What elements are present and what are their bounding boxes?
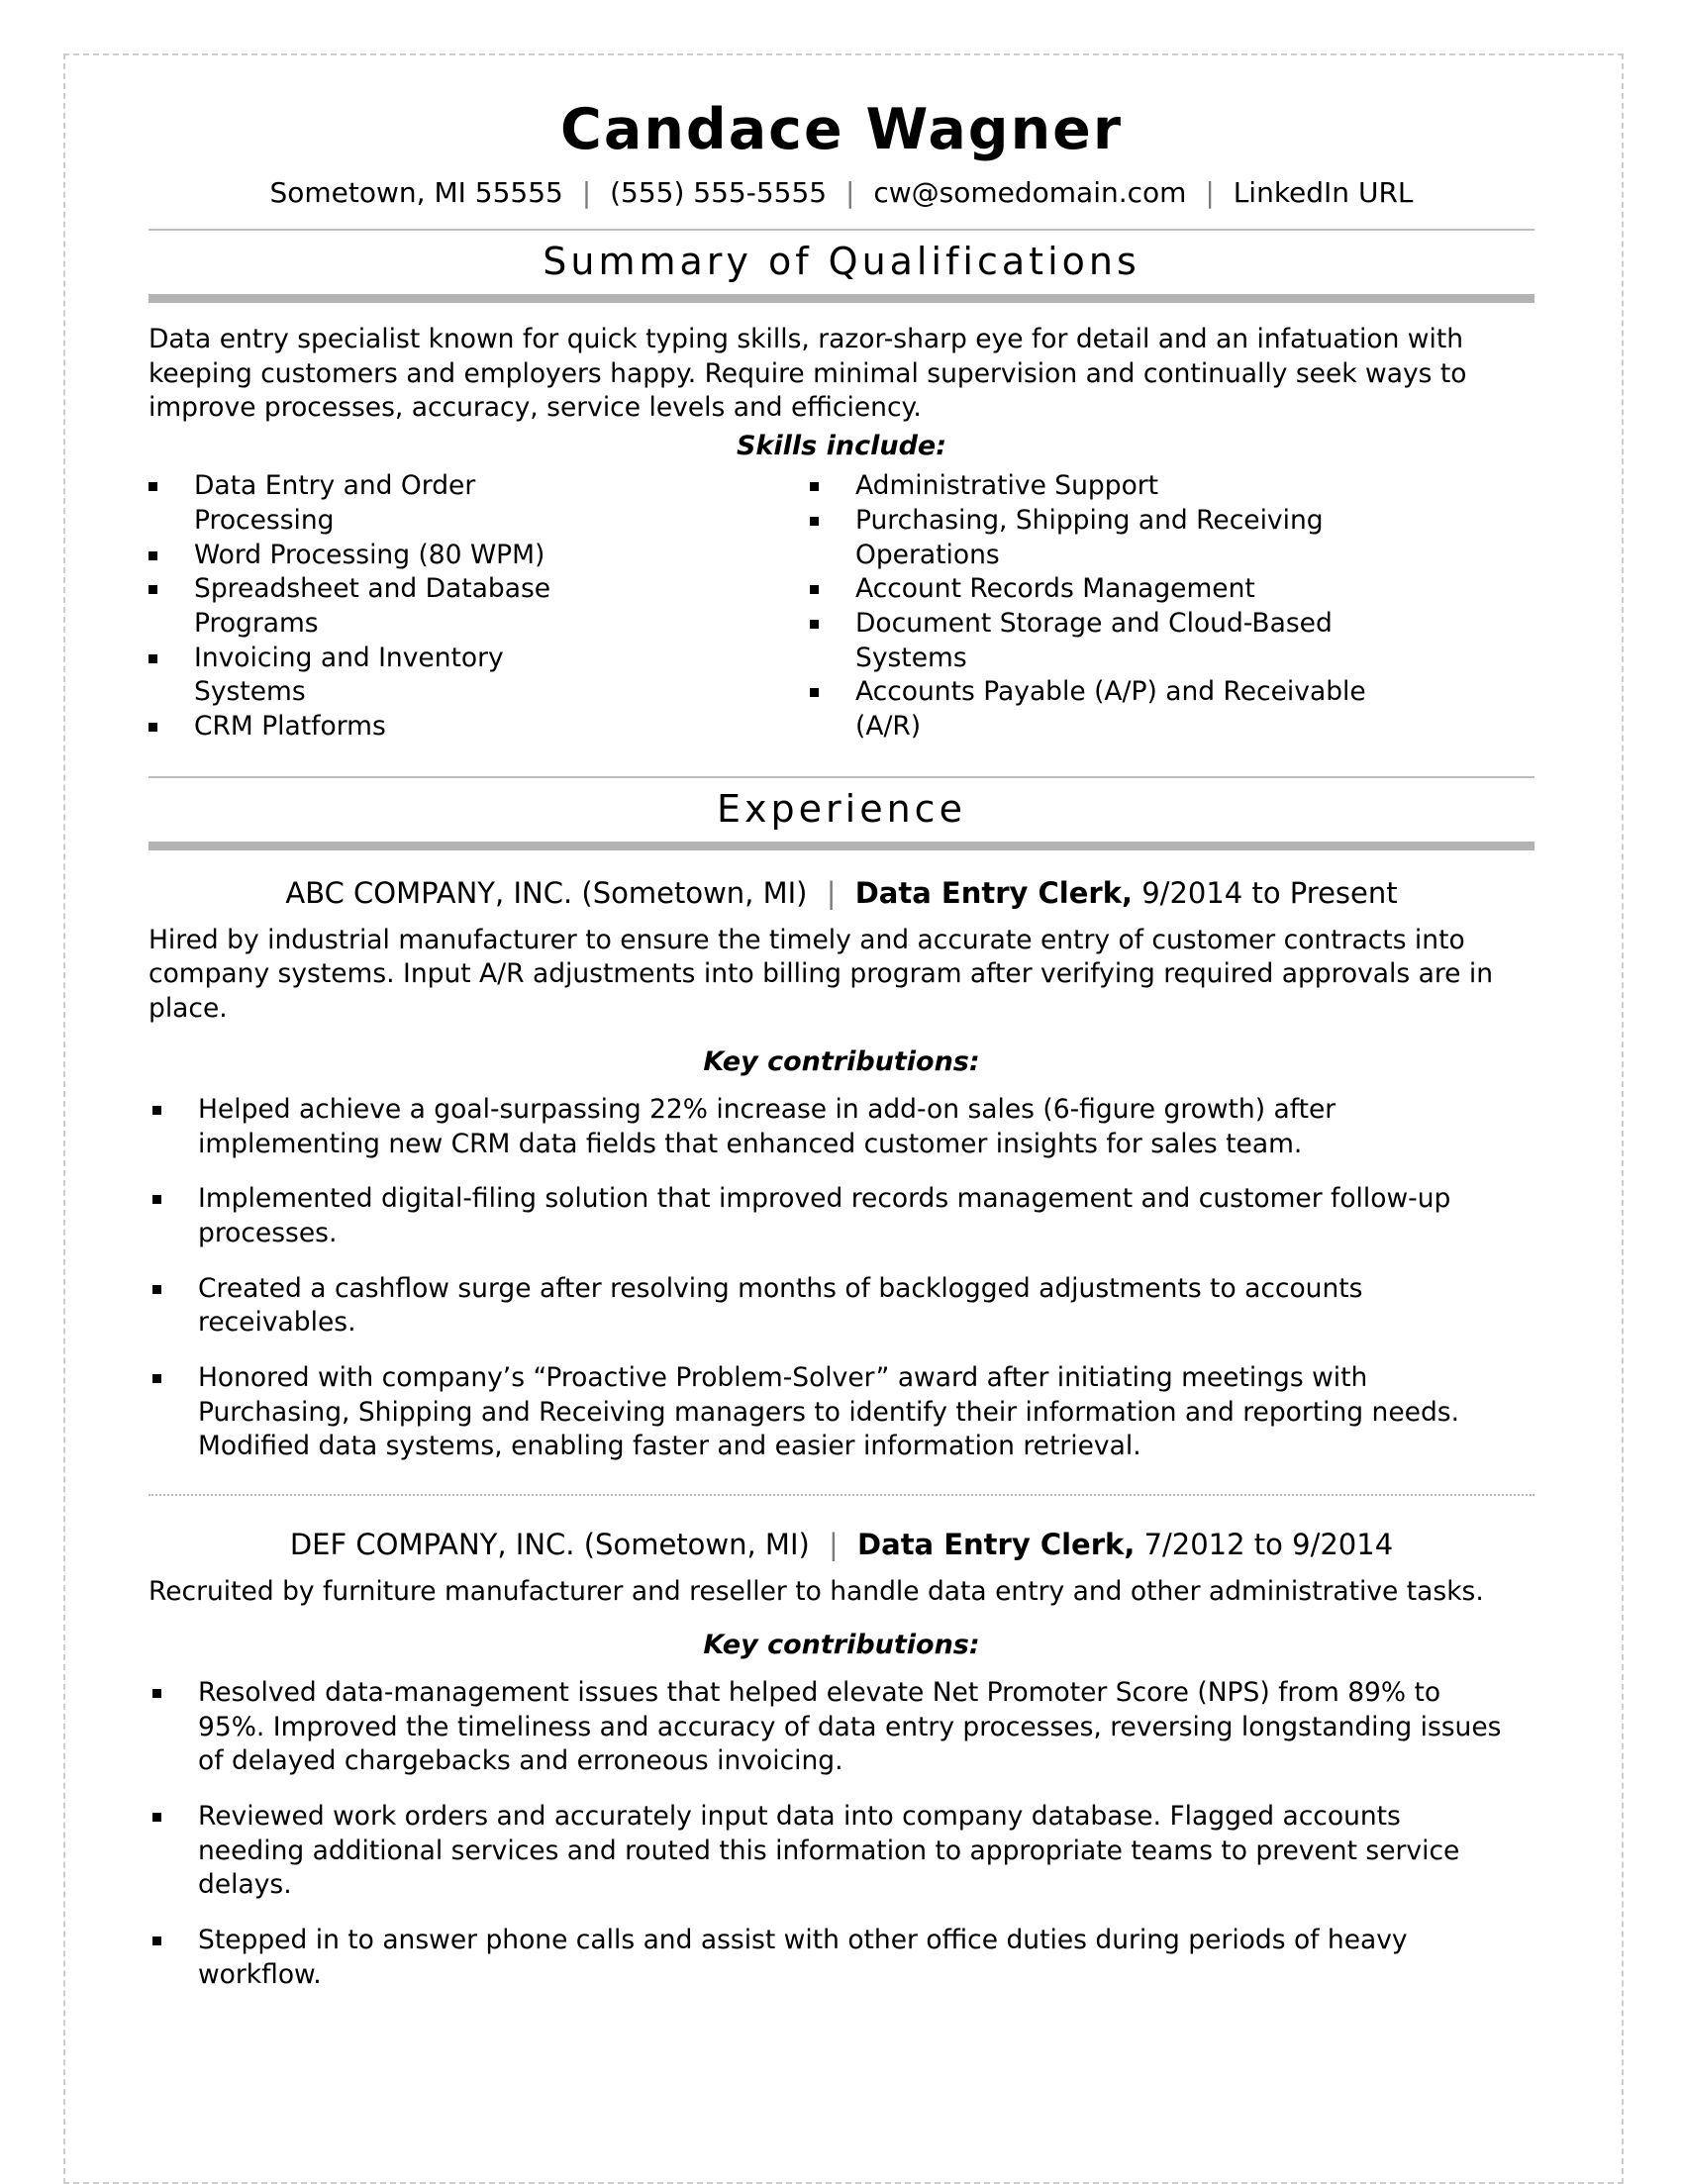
summary-heading: Summary of Qualifications [543,240,1140,283]
square-bullet-icon [148,642,194,710]
contribution-item: Stepped in to answer phone calls and assist with other office duties during periods of heavy workflow. [148,1924,1534,1992]
job-title: Data Entry Clerk, [857,1528,1136,1562]
section-experience-header [148,776,1534,850]
contact-linkedin: LinkedIn URL [1233,176,1414,209]
job-description: Hired by industrial manufacturer to ensure the timely and accurate entry of customer contracts into company systems. Input A/R adjustments into billing program after verifying required approvals are in place. [148,924,1494,1025]
skills-columns [148,469,1534,745]
section-bar [148,842,1534,850]
square-bullet-icon [148,1182,198,1250]
contribution-list [148,1676,1534,1993]
company-name: DEF COMPANY, INC. (Sometown, MI) [289,1528,810,1562]
company-name: ABC COMPANY, INC. (Sometown, MI) [285,875,808,910]
key-contributions-label: Key contributions: [703,1629,980,1660]
skill-item: Administrative Support [810,469,1534,504]
skill-item: Account Records Management [810,572,1534,607]
separator: | [1205,176,1215,209]
square-bullet-icon [810,504,855,572]
square-bullet-icon [148,1272,198,1340]
skills-include-label: Skills include: [736,431,947,462]
contribution-list [148,1093,1534,1464]
separator: | [826,875,837,910]
contact-email: cw@somedomain.com [873,176,1187,209]
contribution-item: Resolved data-management issues that helped elevate Net Promoter Score (NPS) from 89% to 95%. Improved the timeliness and accuracy of data entry processes, reversing longstanding issues of delayed chargebacks and erroneous invoicing. [148,1676,1534,1779]
square-bullet-icon [148,710,194,745]
section-bar [148,294,1534,303]
section-summary-header [148,229,1534,303]
square-bullet-icon [148,469,194,538]
square-bullet-icon [148,1361,198,1464]
skill-item: Data Entry and Order Processing [148,469,810,538]
skill-item: Spreadsheet and Database Programs [148,572,810,641]
key-contributions-label: Key contributions: [703,1045,980,1077]
skill-item: Accounts Payable (A/P) and Receivable (A/R) [810,675,1534,744]
separator: | [829,1528,839,1562]
contribution-item: Reviewed work orders and accurately input data into company database. Flagged accounts needing additional services and routed this information to appropriate teams to prevent service delays. [148,1800,1534,1903]
separator: | [581,176,592,209]
skills-list-left [148,469,810,745]
square-bullet-icon [810,572,855,607]
separator: | [845,176,855,209]
job-divider [148,1494,1534,1496]
skill-item: Word Processing (80 WPM) [148,539,810,573]
job-header [148,876,1534,910]
contact-phone: (555) 555-5555 [610,176,828,209]
contribution-item: Implemented digital-filing solution that improved records management and customer follow-up processes. [148,1182,1534,1250]
square-bullet-icon [148,1924,198,1992]
square-bullet-icon [148,1093,198,1161]
contribution-item: Helped achieve a goal-surpassing 22% increase in add-on sales (6-figure growth) after implementing new CRM data fields that enhanced customer insights for sales team. [148,1093,1534,1161]
contribution-item: Created a cashflow surge after resolving months of backlogged adjustments to accounts receivables. [148,1272,1534,1340]
square-bullet-icon [810,675,855,744]
job-header [148,1528,1534,1561]
experience-heading: Experience [717,786,966,831]
job-description: Recruited by furniture manufacturer and reseller to handle data entry and other administrative tasks. [148,1576,1484,1608]
summary-paragraph: Data entry specialist known for quick typing skills, razor-sharp eye for detail and an infatuation with keeping customers and employers happy. Require minimal supervision and continually seek ways to improve processes, accuracy, service levels and efficiency. [148,324,1467,424]
candidate-name: Candace Wagner [560,97,1123,162]
square-bullet-icon [148,1676,198,1779]
job-entry [148,876,1534,1464]
skill-item: CRM Platforms [148,710,810,745]
contact-line [148,176,1534,209]
square-bullet-icon [148,572,194,641]
job-title: Data Entry Clerk, [854,875,1134,910]
skills-list-right [810,469,1534,745]
skill-item: Invoicing and Inventory Systems [148,642,810,710]
job-dates: 9/2014 to Present [1141,875,1398,910]
square-bullet-icon [810,607,855,675]
contact-location: Sometown, MI 55555 [269,176,563,209]
skill-item: Document Storage and Cloud-Based Systems [810,607,1534,675]
job-entry [148,1528,1534,1992]
job-dates: 7/2012 to 9/2014 [1143,1528,1394,1562]
square-bullet-icon [148,1800,198,1903]
skill-item: Purchasing, Shipping and Receiving Operations [810,504,1534,572]
square-bullet-icon [148,539,194,573]
square-bullet-icon [810,469,855,504]
contribution-item: Honored with company’s “Proactive Problem-Solver” award after initiating meetings with Purchasing, Shipping and Receiving managers to identify their information and reporting needs. Modified data systems, enabling faster and easier information retrieval. [148,1361,1534,1464]
